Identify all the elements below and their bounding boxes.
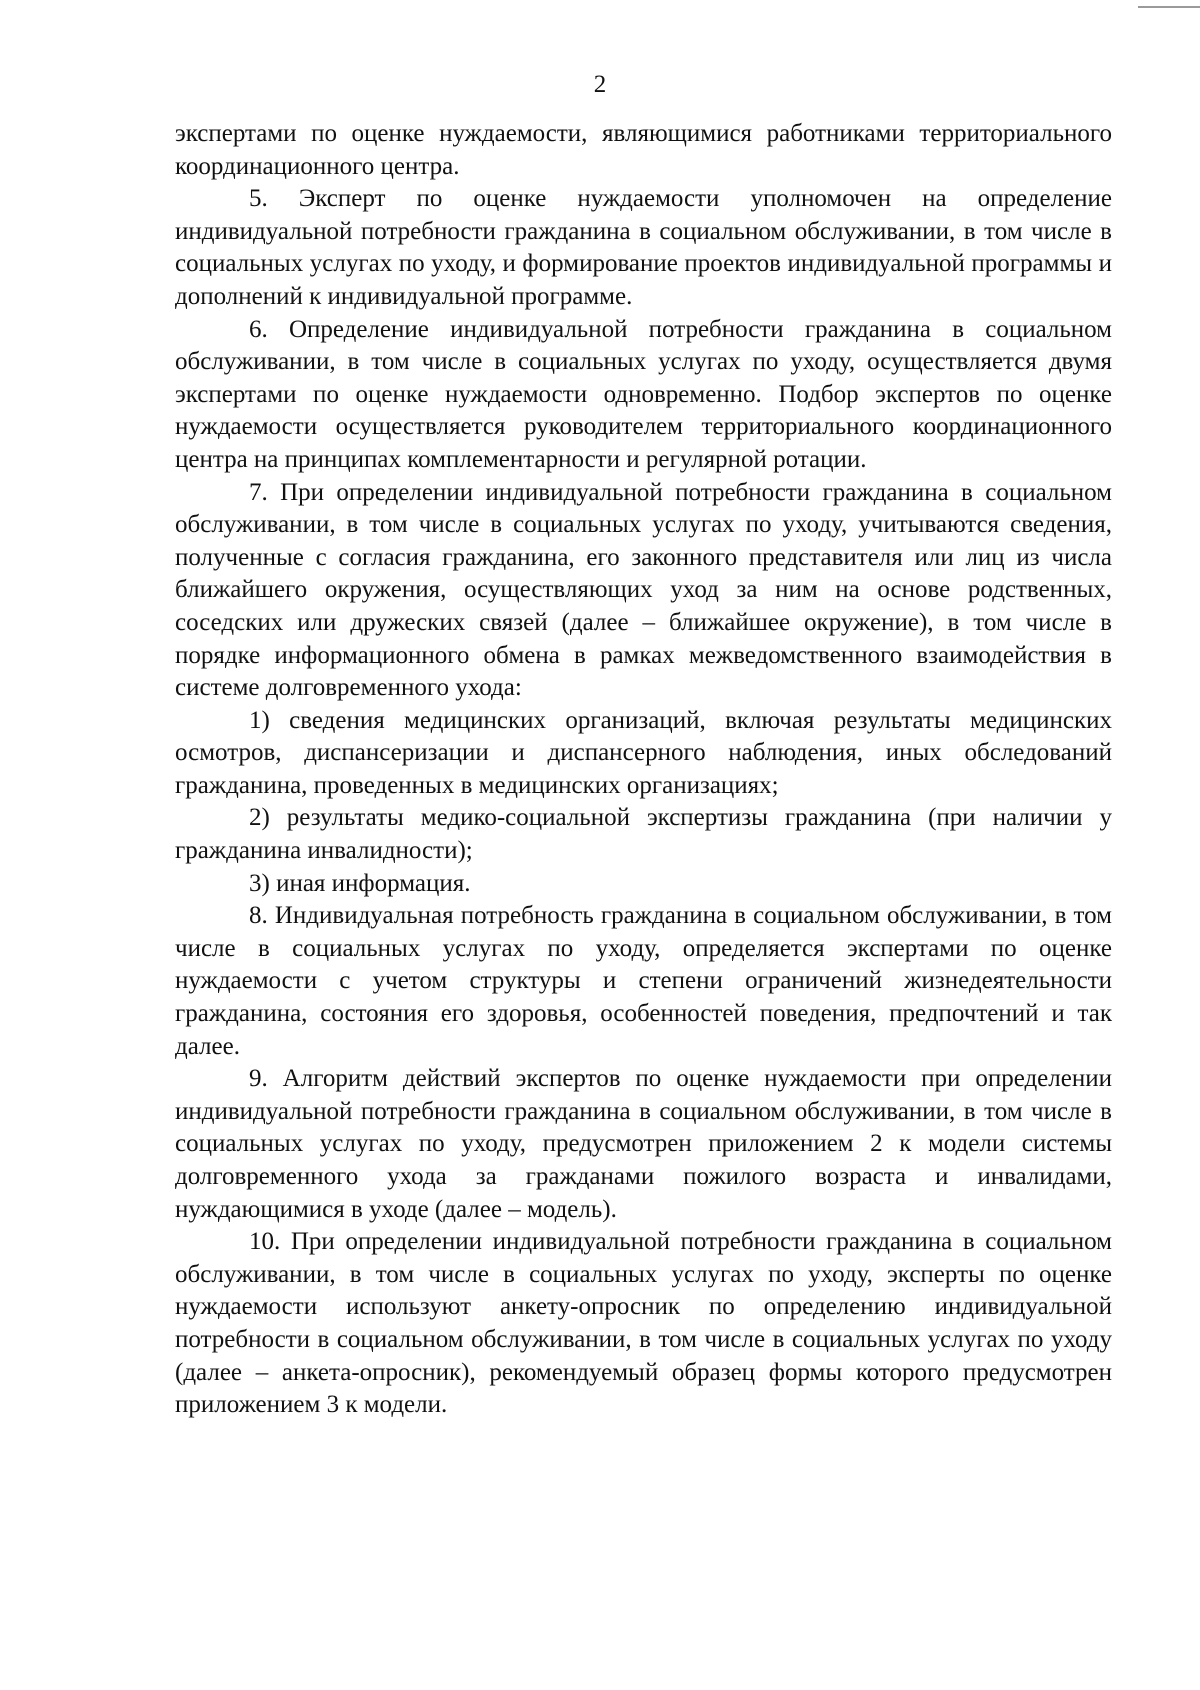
paragraph-item-10: 10. При определении индивидуальной потребности гражданина в социальном обслуживании, в том числе в социальных услугах по уходу, эксперты по оценке нуждаемости используют анкету-опросник по определению индивидуальной потребности в социальном обслуживании, в том числе в социальных услугах по уходу (далее – анкета-опросник), рекомендуемый образец формы которого предусмотрен приложением 3 к модели.: [175, 1228, 1112, 1419]
scan-edge-mark: [1138, 6, 1200, 8]
list-item-2: 2) результаты медико-социальной экспертизы гражданина (при наличии у гражданина инвалидности);: [175, 804, 1112, 865]
paragraph-item-9: 9. Алгоритм действий экспертов по оценке нуждаемости при определении индивидуальной потребности гражданина в социальном обслуживании, в том числе в социальных услугах по уходу, предусмотрен приложением 2 к модели системы долговременного ухода за гражданами пожилого возраста и инвалидами, нуждающимися в уходе (далее – модель).: [175, 1065, 1112, 1223]
paragraph-item-5: 5. Эксперт по оценке нуждаемости уполномочен на определение индивидуальной потребности гражданина в социальном обслуживании, в том числе в социальных услугах по уходу, и формирование проектов индивидуальной программы и дополнений к индивидуальной программе.: [175, 185, 1112, 310]
list-item-1: 1) сведения медицинских организаций, включая результаты медицинских осмотров, диспансеризации и диспансерного наблюдения, иных обследований гражданина, проведенных в медицинских организациях;: [175, 706, 1112, 799]
paragraph-continuation: экспертами по оценке нуждаемости, являющимися работниками территориального координационного центра.: [175, 120, 1112, 180]
paragraph-item-8: 8. Индивидуальная потребность гражданина в социальном обслуживании, в том числе в социальных услугах по уходу, определяется экспертами по оценке нуждаемости с учетом структуры и степени ограничений жизнедеятельности гражданина, состояния его здоровья, особенностей поведения, предпочтений и так далее.: [175, 902, 1112, 1060]
page-number: 2: [593, 71, 607, 98]
paragraph-item-6: 6. Определение индивидуальной потребности гражданина в социальном обслуживании, в том числе в социальных услугах по уходу, осуществляется двумя экспертами по оценке нуждаемости одновременно. Подбор экспертов по оценке нуждаемости осуществляется руководителем территориального координационного центра на принципах комплементарности и регулярной ротации.: [175, 315, 1112, 473]
list-item-3: 3) иная информация.: [249, 869, 471, 897]
paragraph-item-7: 7. При определении индивидуальной потребности гражданина в социальном обслуживании, в том числе в социальных услугах по уходу, учитываются сведения, полученные с согласия гражданина, его законного представителя или лиц из числа ближайшего окружения, осуществляющих уход за ним на основе родственных, соседских или дружеских связей (далее – ближайшее окружение), в том числе в порядке информационного обмена в рамках межведомственного взаимодействия в системе долговременного ухода:: [175, 478, 1112, 702]
document-body: [175, 118, 1112, 1422]
